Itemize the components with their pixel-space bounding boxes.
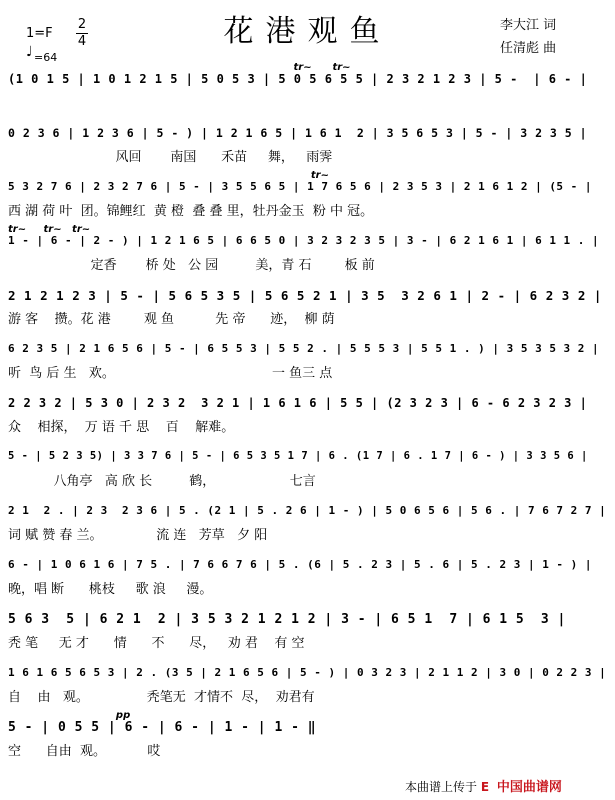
notation-line: 5 6 3 5 | 6 2 1 2 | 3 5 3 2 1 2 1 2 | 3 - | 6 5 1 7 | 6 1 5 3 |	[8, 612, 566, 627]
composer-credit: 任清彪 曲	[500, 41, 557, 56]
time-signature-top: 2	[77, 17, 87, 32]
lyrics-line: 词 赋 赞 春 兰。 流 连 芳草 夕 阳	[8, 528, 268, 543]
ornament-marks: pp	[8, 710, 131, 721]
notation-line: 5 - | 0 5 5 | 6 - | 6 - | 1 - | 1 - ‖	[8, 720, 317, 735]
notation-line: 1 - | 6 - | 2 - ) | 1 2 1 6 5 | 6 6 5 0 | 3 2 3 2 3 5 | 3 - | 6 2 1 6 1 | 6 1 1 . |	[8, 234, 600, 247]
ornament-marks: tr~ tr~	[8, 62, 351, 73]
quarter-note-icon: ♩	[26, 44, 33, 60]
site-logo-icon: E	[480, 780, 490, 794]
lyrics-line: 秃 笔 无 才 情 不 尽， 劝 君 有 空	[8, 636, 305, 651]
notation-line: 1 6 1 6 5 6 5 3 | 2 . (3 5 | 2 1 6 5 6 | 5 - ) | 0 3 2 3 | 2 1 1 2 | 3 0 | 0 2 2 3 |	[8, 666, 607, 679]
notation-line: 5 3 2 7 6 | 2 3 2 7 6 | 5 - | 3 5 5 6 5 | 1 7 6 5 6 | 2 3 5 3 | 2 1 6 1 2 | (5 - |	[8, 180, 593, 193]
lyrics-line: 游 客 攒。花 港 观 鱼 先 帝 迹， 柳 荫	[8, 312, 335, 327]
key-signature: 1=F	[26, 26, 53, 41]
ornament-marks: tr~	[8, 170, 329, 181]
lyrics-line: 众 相探， 万 语 千 思 百 解难。	[8, 420, 235, 435]
score-system	[8, 606, 608, 660]
lyricist-credit: 李大江 词	[500, 18, 557, 33]
notation-line: 6 - | 1 0 6 1 6 | 7 5 . | 7 6 6 7 6 | 5 . (6 | 5 . 2 3 | 5 . 6 | 5 . 2 3 | 1 - ) |	[8, 558, 593, 571]
lyrics-line: 定香 桥 处 公 园 美，青 石 板 前	[8, 258, 375, 273]
score-system	[8, 444, 608, 498]
footer-site-name: 中国曲谱网	[496, 780, 562, 795]
notation-line: 0 2 3 6 | 1 2 3 6 | 5 - ) | 1 2 1 6 5 | 1 6 1 2 | 3 5 6 5 3 | 5 - | 3 2 3 5 |	[8, 126, 588, 140]
notation-line: 6 2 3 5 | 2 1 6 5 6 | 5 - | 6 5 5 3 | 5 5 2 . | 5 5 5 3 | 5 5 1 . ) | 3 5 3 5 3 2 |	[8, 342, 600, 355]
tempo-marking: =64	[34, 51, 58, 64]
lyrics-line: 八角亭 高 欣 长 鹤， 七言	[8, 474, 316, 489]
notation-line: 2 1 2 1 2 3 | 5 - | 5 6 5 3 5 | 5 6 5 2 1 | 3 5 3 2 6 1 | 2 - | 6 2 3 2 |	[8, 288, 602, 303]
notation-line: 2 2 3 2 | 5 3 0 | 2 3 2 3 2 1 | 1 6 1 6 | 5 5 | (2 3 2 3 | 6 - 6 2 3 2 3 |	[8, 396, 588, 410]
score-system	[8, 660, 608, 714]
footer	[405, 776, 562, 795]
time-signature	[76, 18, 88, 49]
lyrics-line: 自 由 观。 秃笔无 才情不 尽， 劝君有	[8, 690, 315, 705]
lyrics-line: 晚，唱 断 桃枝 歌 浪 漫。	[8, 582, 213, 597]
score-system	[8, 120, 608, 174]
notation-line: 5 - | 5 2 3 5) | 3 3 7 6 | 5 - | 6 5 3 5 1 7 | 6 . (1 7 | 6 . 1 7 | 6 - ) | 3 3 5 6 |	[8, 450, 588, 462]
score-system	[8, 390, 608, 444]
lyrics-line: 听 鸟 后 生 欢。 一 鱼三 点	[8, 366, 333, 381]
score-system	[8, 170, 608, 228]
notation-line: 2 1 2 . | 2 3 2 3 6 | 5 . (2 1 | 5 . 2 6 | 1 - ) | 5 0 6 5 6 | 5 6 . | 7 6 7 2 7 |	[8, 504, 607, 517]
notation-line: (1 0 1 5 | 1 0 1 2 1 5 | 5 0 5 3 | 5 0 5 6 5 5 | 2 3 2 1 2 3 | 5 - | 6 - |	[8, 72, 588, 86]
score-system	[8, 224, 608, 282]
ornament-marks: tr~ tr~ tr~	[8, 224, 91, 235]
score-system	[8, 336, 608, 390]
score-system	[8, 498, 608, 552]
lyrics-line: 空 自由 观。 哎	[8, 744, 161, 759]
footer-text: 本曲谱上传于	[405, 780, 478, 794]
lyrics-line: 风回 南国 禾苗 舞， 雨霁	[8, 150, 333, 165]
score-system	[8, 552, 608, 606]
score-system	[8, 282, 608, 336]
score-system	[8, 62, 608, 120]
score-system	[8, 710, 608, 768]
time-signature-bottom: 4	[77, 34, 87, 49]
song-title: 花港观鱼	[223, 14, 392, 49]
lyrics-line: 西 湖 荷 叶 团。锦鲤红 黄 橙 叠 叠 里，牡丹金玉 粉 中 冠。	[8, 204, 374, 219]
